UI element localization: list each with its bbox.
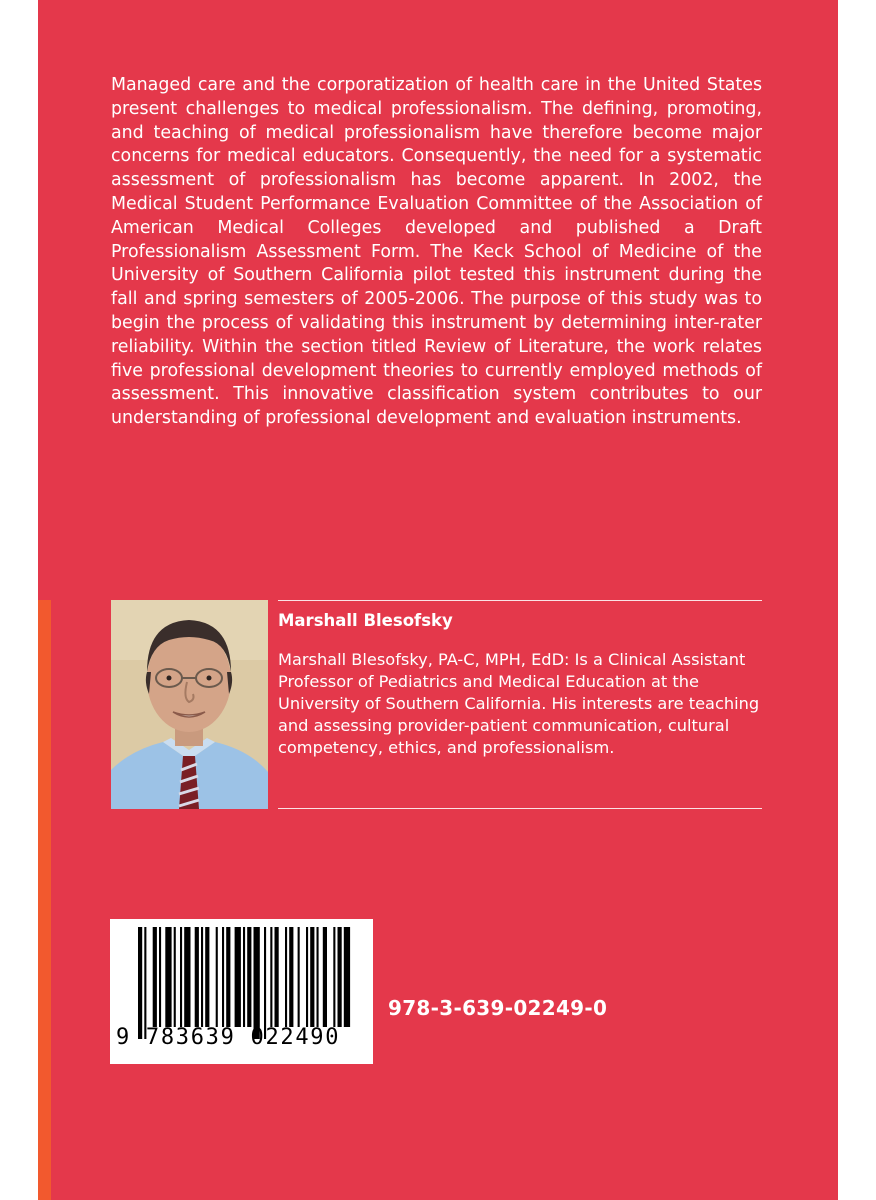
barcode-bar (165, 927, 171, 1027)
barcode-bar (298, 927, 300, 1027)
barcode-bar (138, 927, 142, 1039)
book-blurb: Managed care and the corporatization of health care in the United States present challenges to medical professionalism. The defining, promoting, and teaching of medical professionalism have therefore become major concerns for medical educators. Consequently, the need for a systematic assessment of professionalism has become apparent. In 2002, the Medical Student Performance Evaluation Committee of the Association of American Medical Colleges developed and published a Draft Professionalism Assessment Form. The Keck School of Medicine of the University of Southern California pilot tested this instrument during the fall and spring semesters of 2005-2006. The purpose of this study was to begin the process of validating this instrument by determining inter-rater reliability. Within the section titled Review of Literature, the work relates five professional development theories to currently employed methods of assessment. This innovative classification system contributes to our understanding of professional development and evaluation instruments. (111, 75, 762, 429)
barcode-digits: 9 783639 022490 (116, 1025, 341, 1050)
barcode-bar (306, 927, 308, 1027)
barcode-bar (153, 927, 157, 1027)
author-bio: Marshall Blesofsky, PA-C, MPH, EdD: Is a Clinical Assistant Professor of Pediatrics and Medical Education at the University of Southern California. His interests are teaching and assessing provider-patient communication, cultural competency, ethics, and professionalism. (278, 650, 760, 757)
barcode-bar (159, 927, 161, 1027)
barcode-bar (235, 927, 241, 1027)
barcode-bar (333, 927, 335, 1027)
barcode (110, 919, 373, 1064)
barcode-bar (174, 927, 176, 1027)
barcode-bar (344, 927, 350, 1027)
barcode-bar (254, 927, 260, 1039)
author-photo (111, 600, 268, 809)
author-bottom-rule (278, 808, 762, 809)
barcode-bar (310, 927, 314, 1027)
barcode-bar (184, 927, 190, 1027)
barcode-bar (195, 927, 199, 1027)
barcode-bar (264, 927, 266, 1039)
author-top-rule (278, 600, 762, 601)
spine-color-strip (38, 600, 51, 1200)
barcode-bar (275, 927, 279, 1027)
barcode-bar (247, 927, 251, 1027)
barcode-bar (201, 927, 203, 1027)
barcode-bar (144, 927, 146, 1039)
barcode-bar (180, 927, 182, 1027)
isbn-number: 978-3-639-02249-0 (388, 996, 608, 1020)
barcode-bar (216, 927, 218, 1027)
barcode-bar (243, 927, 245, 1027)
author-name: Marshall Blesofsky (278, 611, 453, 630)
barcode-bar (205, 927, 209, 1027)
barcode-bar (285, 927, 287, 1027)
barcode-bar (222, 927, 224, 1027)
barcode-bar (289, 927, 293, 1027)
barcode-bar (338, 927, 342, 1027)
barcode-bar (317, 927, 319, 1027)
barcode-bar (323, 927, 327, 1027)
barcode-bar (270, 927, 272, 1027)
barcode-bar (226, 927, 230, 1027)
